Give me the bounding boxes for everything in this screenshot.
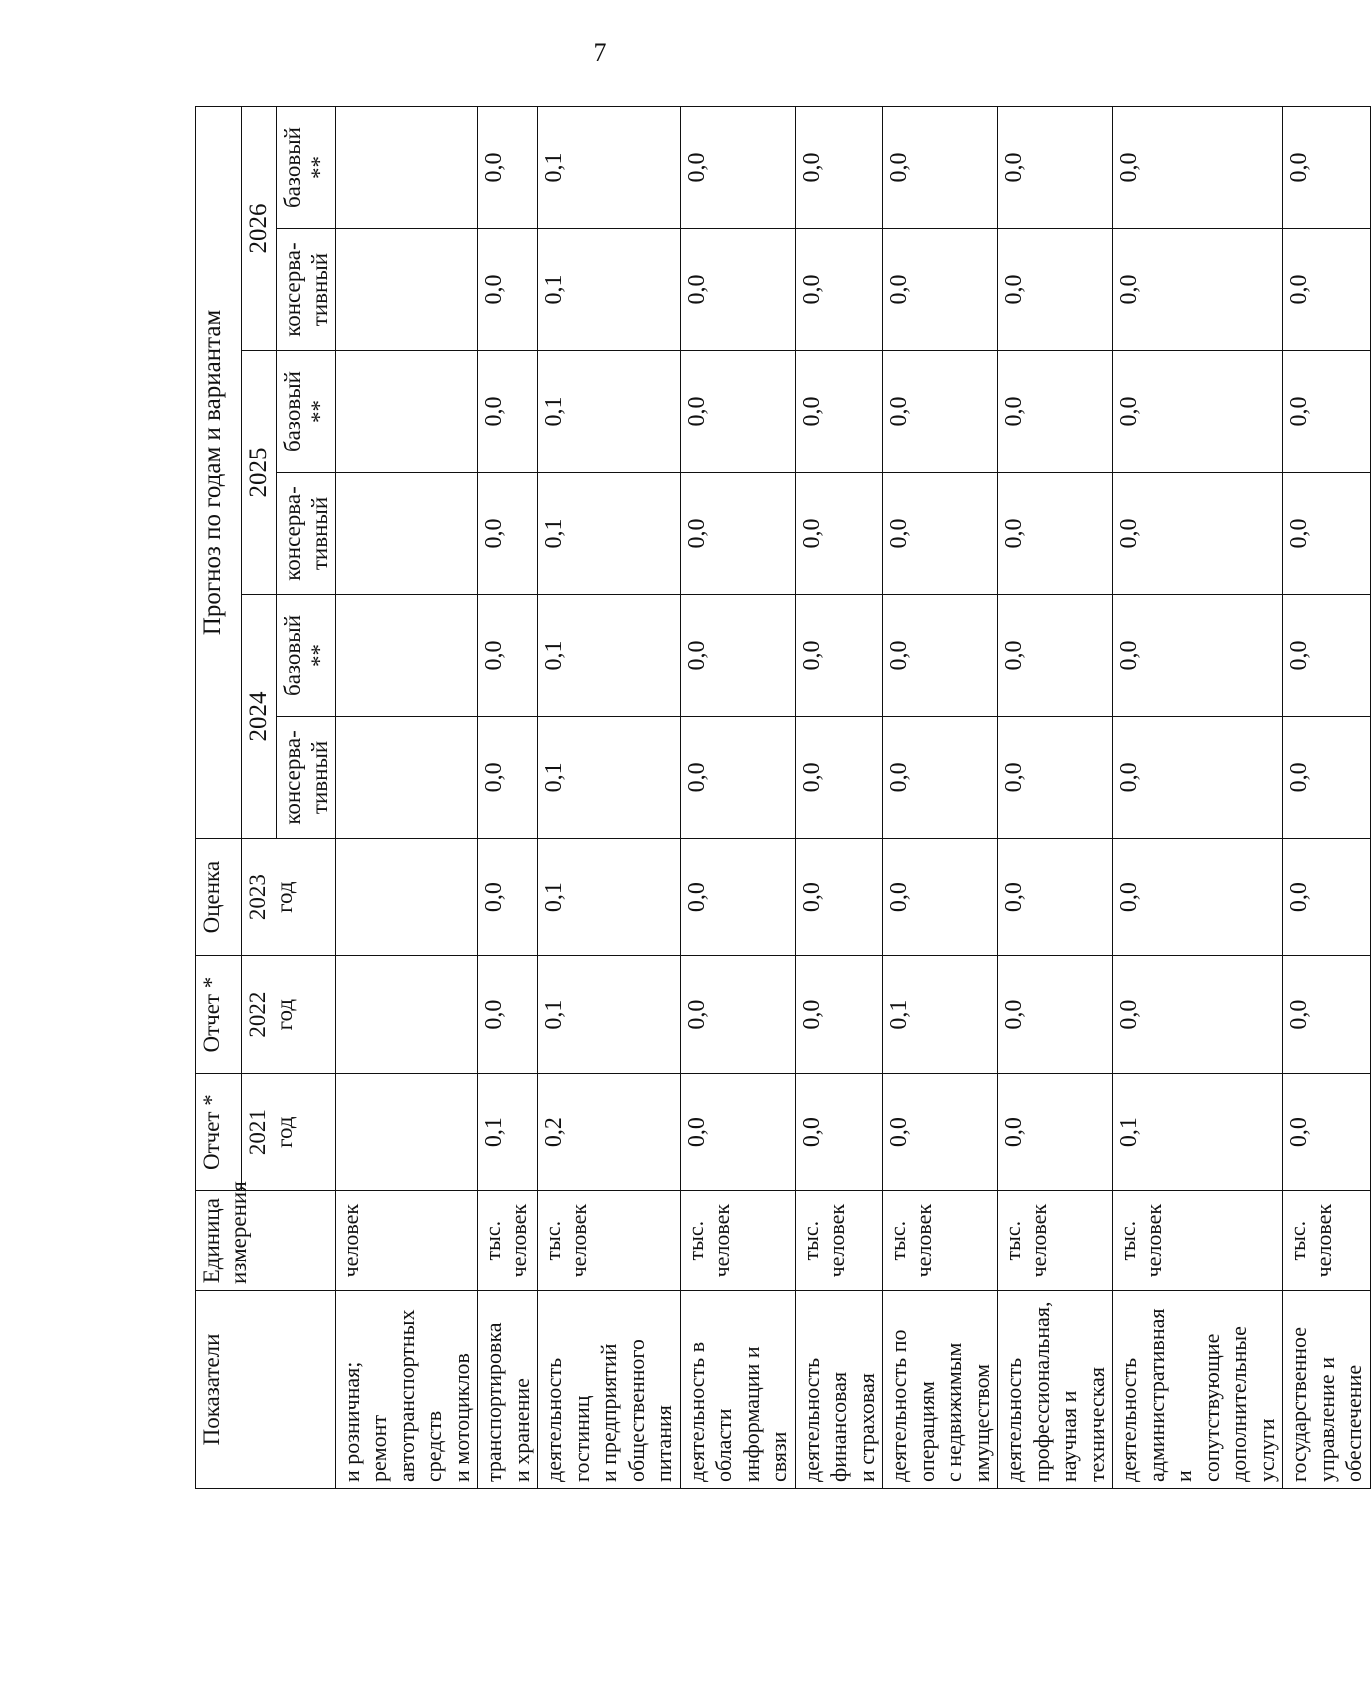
row-value-cell: 0,0	[998, 838, 1113, 955]
header-forecast-year-2025: 2025	[242, 351, 277, 595]
row-unit-line: тыс.	[540, 1220, 566, 1261]
row-unit-line: тыс.	[885, 1220, 911, 1261]
row-unit	[680, 1191, 795, 1291]
row-unit-line: человек	[1141, 1203, 1167, 1278]
row-indicator-line: и хранение	[508, 1378, 534, 1482]
row-value-cell: 0,0	[795, 1073, 883, 1190]
row-value-cell: 0,0	[680, 594, 795, 716]
row-indicator-line: деятельность в области	[683, 1341, 737, 1482]
row-value-cell: 0,0	[795, 473, 883, 595]
row-value-cell: 0,0	[680, 1073, 795, 1190]
row-indicator-line: административная и	[1143, 1308, 1197, 1482]
row-value-cell: 0,1	[538, 716, 681, 838]
row-value-cell: 0,0	[1283, 956, 1371, 1073]
row-value-cell: 0,0	[478, 473, 538, 595]
row-indicator	[538, 1290, 681, 1488]
row-value-cell: 0,1	[538, 473, 681, 595]
row-value-cell: 0,0	[998, 229, 1113, 351]
row-value-cell: 0,0	[680, 956, 795, 1073]
row-value-cell: 0,2	[538, 1073, 681, 1190]
row-value-cell: 0,0	[1113, 229, 1283, 351]
row-indicator-line: управление и обеспечение	[1313, 1357, 1367, 1482]
row-indicator-line: с недвижимым	[941, 1342, 967, 1482]
row-unit-line: тыс.	[797, 1220, 823, 1261]
row-indicator	[998, 1290, 1113, 1488]
header-variant-base: базовый **	[276, 594, 335, 716]
row-value-cell: 0,1	[538, 838, 681, 955]
row-value-cell: 0,0	[795, 838, 883, 955]
page-number: 7	[593, 38, 607, 67]
row-value-cell: 0,1	[538, 107, 681, 229]
row-unit	[883, 1191, 998, 1291]
row-value-cell: 0,0	[795, 351, 883, 473]
table-row	[1283, 107, 1371, 1489]
row-indicator-line: и предприятий	[596, 1343, 622, 1482]
row-value-cell: 0,0	[795, 107, 883, 229]
table-row	[883, 107, 998, 1489]
row-value-cell: 0,0	[1283, 107, 1371, 229]
row-value-cell: 0,0	[680, 716, 795, 838]
row-indicator-line: имуществом	[968, 1363, 994, 1482]
header-unit: Единица измерения	[196, 1191, 336, 1291]
row-value-cell: 0,0	[795, 229, 883, 351]
row-value-cell: 0,0	[795, 956, 883, 1073]
header-forecast-year-2024: 2024	[242, 594, 277, 838]
row-value-cell: 0,0	[998, 956, 1113, 1073]
row-value-cell: 0,0	[478, 107, 538, 229]
header-variant-conservative: консерва- тивный	[276, 473, 335, 595]
row-value-cell: 0,0	[478, 351, 538, 473]
row-unit-line: тыс.	[480, 1220, 506, 1261]
row-value-cell	[335, 107, 478, 229]
row-unit	[795, 1191, 883, 1291]
row-value-cell: 0,0	[1283, 351, 1371, 473]
row-value-cell: 0,0	[1113, 351, 1283, 473]
row-indicator	[680, 1290, 795, 1488]
table-row	[1113, 107, 1283, 1489]
row-value-cell: 0,0	[478, 716, 538, 838]
row-value-cell: 0,0	[680, 838, 795, 955]
header-forecast-year-2026: 2026	[242, 107, 277, 351]
row-value-cell: 0,0	[478, 838, 538, 955]
row-value-cell: 0,0	[883, 838, 998, 955]
row-indicator	[1113, 1290, 1283, 1488]
row-value-cell: 0,1	[538, 594, 681, 716]
row-unit	[1283, 1191, 1371, 1291]
row-indicator-line: деятельность гостиниц	[541, 1357, 594, 1482]
row-unit-line: человек	[708, 1203, 734, 1278]
row-unit-line: тыс.	[1285, 1220, 1311, 1261]
row-value-cell: 0,0	[1113, 594, 1283, 716]
row-unit	[335, 1191, 478, 1291]
header-kind-2021: Отчет *	[196, 1073, 242, 1190]
header-year-2023: 2023 год	[242, 838, 336, 955]
row-value-cell: 0,0	[998, 716, 1113, 838]
row-indicator-line: общественного питания	[623, 1339, 677, 1482]
row-value-cell	[335, 1073, 478, 1190]
row-value-cell: 0,0	[680, 229, 795, 351]
row-indicator-line: сопутствующие	[1198, 1333, 1224, 1482]
row-value-cell	[335, 229, 478, 351]
row-unit-line: человек	[337, 1203, 363, 1278]
row-indicator-line: автотранспортных средств	[393, 1309, 447, 1482]
header-variant-base: базовый **	[276, 107, 335, 229]
row-value-cell: 0,0	[998, 351, 1113, 473]
row-indicator-line: научная и техническая	[1056, 1366, 1109, 1482]
row-value-cell	[335, 716, 478, 838]
row-value-cell: 0,0	[883, 229, 998, 351]
row-value-cell: 0,1	[478, 1073, 538, 1190]
row-value-cell: 0,0	[998, 594, 1113, 716]
row-unit-line: тыс.	[1000, 1220, 1026, 1261]
row-value-cell: 0,0	[998, 473, 1113, 595]
row-indicator-line: и страховая	[853, 1373, 879, 1482]
row-unit	[998, 1191, 1113, 1291]
row-indicator-line: деятельность	[1116, 1357, 1142, 1482]
row-value-cell: 0,0	[1283, 1073, 1371, 1190]
row-value-cell	[335, 351, 478, 473]
row-value-cell: 0,0	[1113, 838, 1283, 955]
row-indicator	[1283, 1290, 1371, 1488]
row-value-cell: 0,1	[883, 956, 998, 1073]
row-indicator-line: профессиональная,	[1028, 1301, 1054, 1482]
row-value-cell: 0,0	[1113, 956, 1283, 1073]
row-value-cell: 0,0	[1113, 473, 1283, 595]
row-unit	[538, 1191, 681, 1291]
row-value-cell: 0,0	[998, 1073, 1113, 1190]
header-kind-2022: Отчет *	[196, 956, 242, 1073]
row-value-cell: 0,0	[680, 473, 795, 595]
row-indicator-line: деятельность	[1001, 1357, 1027, 1482]
row-value-cell: 0,1	[1113, 1073, 1283, 1190]
row-unit-line: тыс.	[1115, 1220, 1141, 1261]
row-indicator	[795, 1290, 883, 1488]
row-value-cell: 0,0	[795, 594, 883, 716]
row-value-cell: 0,0	[478, 229, 538, 351]
header-year-2022: 2022 год	[242, 956, 336, 1073]
row-unit-line: человек	[911, 1203, 937, 1278]
row-value-cell: 0,0	[1113, 716, 1283, 838]
row-unit-line: тыс.	[682, 1220, 708, 1261]
row-indicator-line: деятельность финансовая	[798, 1357, 852, 1482]
row-value-cell	[335, 594, 478, 716]
row-unit-line: человек	[1026, 1203, 1052, 1278]
row-indicator	[478, 1290, 538, 1488]
row-unit	[478, 1191, 538, 1291]
row-value-cell: 0,1	[538, 229, 681, 351]
header-variant-conservative: консерва- тивный	[276, 229, 335, 351]
row-unit-line: человек	[1311, 1203, 1337, 1278]
row-unit-line: человек	[566, 1203, 592, 1278]
header-variant-base: базовый **	[276, 351, 335, 473]
table-row	[680, 107, 795, 1489]
row-value-cell: 0,0	[1283, 838, 1371, 955]
row-unit	[1113, 1191, 1283, 1291]
row-value-cell: 0,0	[883, 1073, 998, 1190]
row-value-cell	[335, 956, 478, 1073]
table-body	[335, 107, 1370, 1489]
header-year-2021: 2021 год	[242, 1073, 336, 1190]
row-value-cell: 0,0	[680, 351, 795, 473]
row-indicator	[335, 1290, 478, 1488]
rotated-table-container	[195, 106, 1367, 1489]
row-value-cell: 0,0	[1283, 473, 1371, 595]
row-value-cell: 0,0	[883, 594, 998, 716]
header-forecast: Прогноз по годам и вариантам	[196, 107, 242, 839]
row-indicator-line: деятельность по операциям	[886, 1329, 939, 1482]
table-row	[538, 107, 681, 1489]
row-value-cell	[335, 838, 478, 955]
row-indicator-line: и розничная; ремонт	[338, 1361, 392, 1482]
row-indicator-line: и мотоциклов	[448, 1353, 474, 1482]
row-value-cell: 0,0	[883, 473, 998, 595]
row-value-cell: 0,0	[1283, 594, 1371, 716]
row-unit-line: человек	[823, 1203, 849, 1278]
row-value-cell	[335, 473, 478, 595]
row-value-cell: 0,0	[1283, 716, 1371, 838]
row-value-cell: 0,0	[478, 594, 538, 716]
table-row	[998, 107, 1113, 1489]
row-indicator-line: транспортировка	[481, 1322, 507, 1482]
row-value-cell: 0,1	[538, 956, 681, 1073]
row-unit-line: человек	[506, 1203, 532, 1278]
header-indicator: Показатели	[196, 1290, 336, 1488]
row-indicator-line: информации и связи	[738, 1346, 792, 1482]
row-indicator-line: дополнительные услуги	[1226, 1326, 1279, 1482]
header-variant-conservative: консерва- тивный	[276, 716, 335, 838]
row-value-cell: 0,0	[680, 107, 795, 229]
forecast-table	[195, 106, 1371, 1489]
row-value-cell: 0,0	[883, 351, 998, 473]
row-indicator-line: государственное	[1286, 1326, 1312, 1482]
row-value-cell: 0,0	[883, 107, 998, 229]
table-row	[335, 107, 478, 1489]
row-value-cell: 0,0	[998, 107, 1113, 229]
row-value-cell: 0,0	[1113, 107, 1283, 229]
row-value-cell: 0,0	[883, 716, 998, 838]
table-row	[795, 107, 883, 1489]
row-value-cell: 0,0	[478, 956, 538, 1073]
row-value-cell: 0,0	[1283, 229, 1371, 351]
row-indicator	[883, 1290, 998, 1488]
table-row	[478, 107, 538, 1489]
row-value-cell: 0,1	[538, 351, 681, 473]
row-value-cell: 0,0	[795, 716, 883, 838]
header-kind-2023: Оценка	[196, 838, 242, 955]
